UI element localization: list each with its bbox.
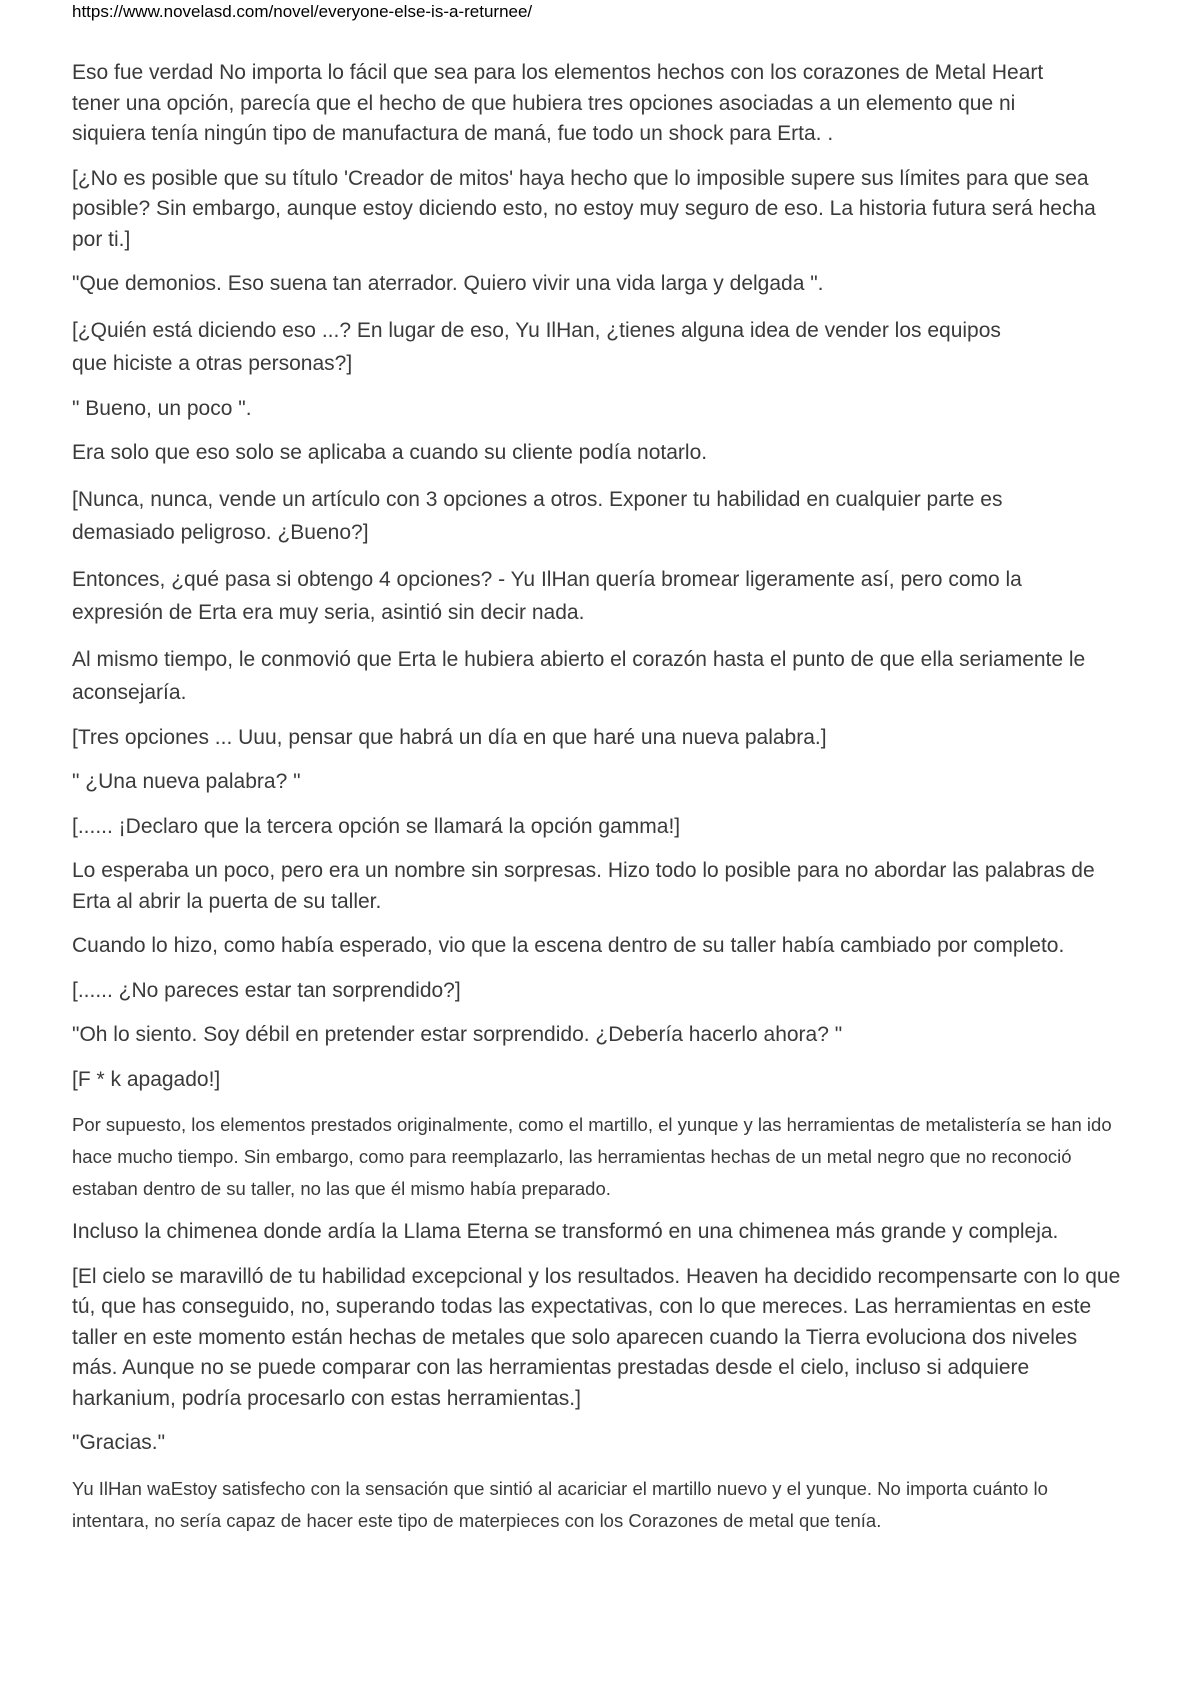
paragraph-21: "Gracias." bbox=[72, 1431, 166, 1454]
paragraph-7: [Nunca, nunca, vende un artículo con 3 opciones a otros. Exponer tu habilidad en cualquier parte es demasiado peligroso. ¿Bueno?] bbox=[72, 487, 1003, 544]
paragraph-14: Cuando lo hizo, como había esperado, vio que la escena dentro de su taller había cambiado por completo. bbox=[72, 934, 1065, 957]
paragraph-10: [Tres opciones ... Uuu, pensar que habrá un día en que haré una nueva palabra.] bbox=[72, 725, 827, 749]
paragraph-16: "Oh lo siento. Soy débil en pretender estar sorprendido. ¿Debería hacerlo ahora? " bbox=[72, 1023, 843, 1046]
paragraph-19: Incluso la chimenea donde ardía la Llama Eterna se transformó en una chimenea más grande y compleja. bbox=[72, 1220, 1059, 1243]
paragraph-3: "Que demonios. Eso suena tan aterrador. Quiero vivir una vida larga y delgada ". bbox=[72, 272, 824, 295]
paragraph-5: " Bueno, un poco ". bbox=[72, 396, 252, 420]
paragraph-6: Era solo que eso solo se aplicaba a cuando su cliente podía notarlo. bbox=[72, 441, 708, 464]
paragraph-22: Yu IlHan waEstoy satisfecho con la sensación que sintió al acariciar el martillo nuevo y el yunque. No importa cuánto lo intentara, no sería capaz de hacer este tipo de materpieces con los Corazones de metal que tenía. bbox=[72, 1477, 1048, 1531]
paragraph-13: Lo esperaba un poco, pero era un nombre sin sorpresas. Hizo todo lo posible para no abordar las palabras de Erta al abrir la puerta de su taller. bbox=[72, 859, 1095, 913]
source-url: https://www.novelasd.com/novel/everyone-else-is-a-returnee/ bbox=[72, 2, 533, 21]
paragraph-17: [F * k apagado!] bbox=[72, 1067, 221, 1091]
paragraph-12: [...... ¡Declaro que la tercera opción se llamará la opción gamma!] bbox=[72, 814, 681, 838]
paragraph-1: Eso fue verdad No importa lo fácil que sea para los elementos hechos con los corazones de Metal Heart tener una opción, parecía que el hecho de que hubiera tres opciones asociadas a un elemento que ni siquiera tenía ningún tipo de manufactura de maná, fue todo un shock para Erta. . bbox=[72, 61, 1044, 145]
paragraph-15: [...... ¿No pareces estar tan sorprendido?] bbox=[72, 978, 461, 1002]
paragraph-18: Por supuesto, los elementos prestados originalmente, como el martillo, el yunque y las herramientas de metalistería se han ido hace mucho tiempo. Sin embargo, como para reemplazarlo, las herramientas hechas de un metal negro que no reconoció estaban dentro de su taller, no las que él mismo había preparado. bbox=[72, 1114, 1112, 1199]
paragraph-8: Entonces, ¿qué pasa si obtengo 4 opciones? - Yu IlHan quería bromear ligeramente así, pero como la expresión de Erta era muy seria, asintió sin decir nada. bbox=[72, 567, 1022, 624]
paragraph-20: [El cielo se maravilló de tu habilidad excepcional y los resultados. Heaven ha decidido recompensarte con lo que tú, que has conseguido, no, superando todas las expectativas, con lo que mereces. Las herramientas en este taller en este momento están hechas de metales que solo aparecen cuando la Tierra evoluciona dos niveles más. Aunque no se puede comparar con las herramientas prestadas desde el cielo, incluso si adquiere harkanium, podría procesarlo con estas herramientas.] bbox=[72, 1264, 1121, 1410]
paragraph-4: [¿Quién está diciendo eso ...? En lugar de eso, Yu IlHan, ¿tienes alguna idea de vender los equipos que hiciste a otras personas?] bbox=[72, 318, 1001, 375]
paragraph-2: [¿No es posible que su título 'Creador de mitos' haya hecho que lo imposible supere sus límites para que sea posible? Sin embargo, aunque estoy diciendo esto, no estoy muy seguro de eso. La historia futura será hecha por ti.] bbox=[72, 166, 1096, 251]
paragraph-11: " ¿Una nueva palabra? " bbox=[72, 770, 301, 793]
chapter-text bbox=[72, 58, 1122, 1549]
paragraph-9: Al mismo tiempo, le conmovió que Erta le hubiera abierto el corazón hasta el punto de que ella seriamente le aconsejaría. bbox=[72, 647, 1086, 704]
